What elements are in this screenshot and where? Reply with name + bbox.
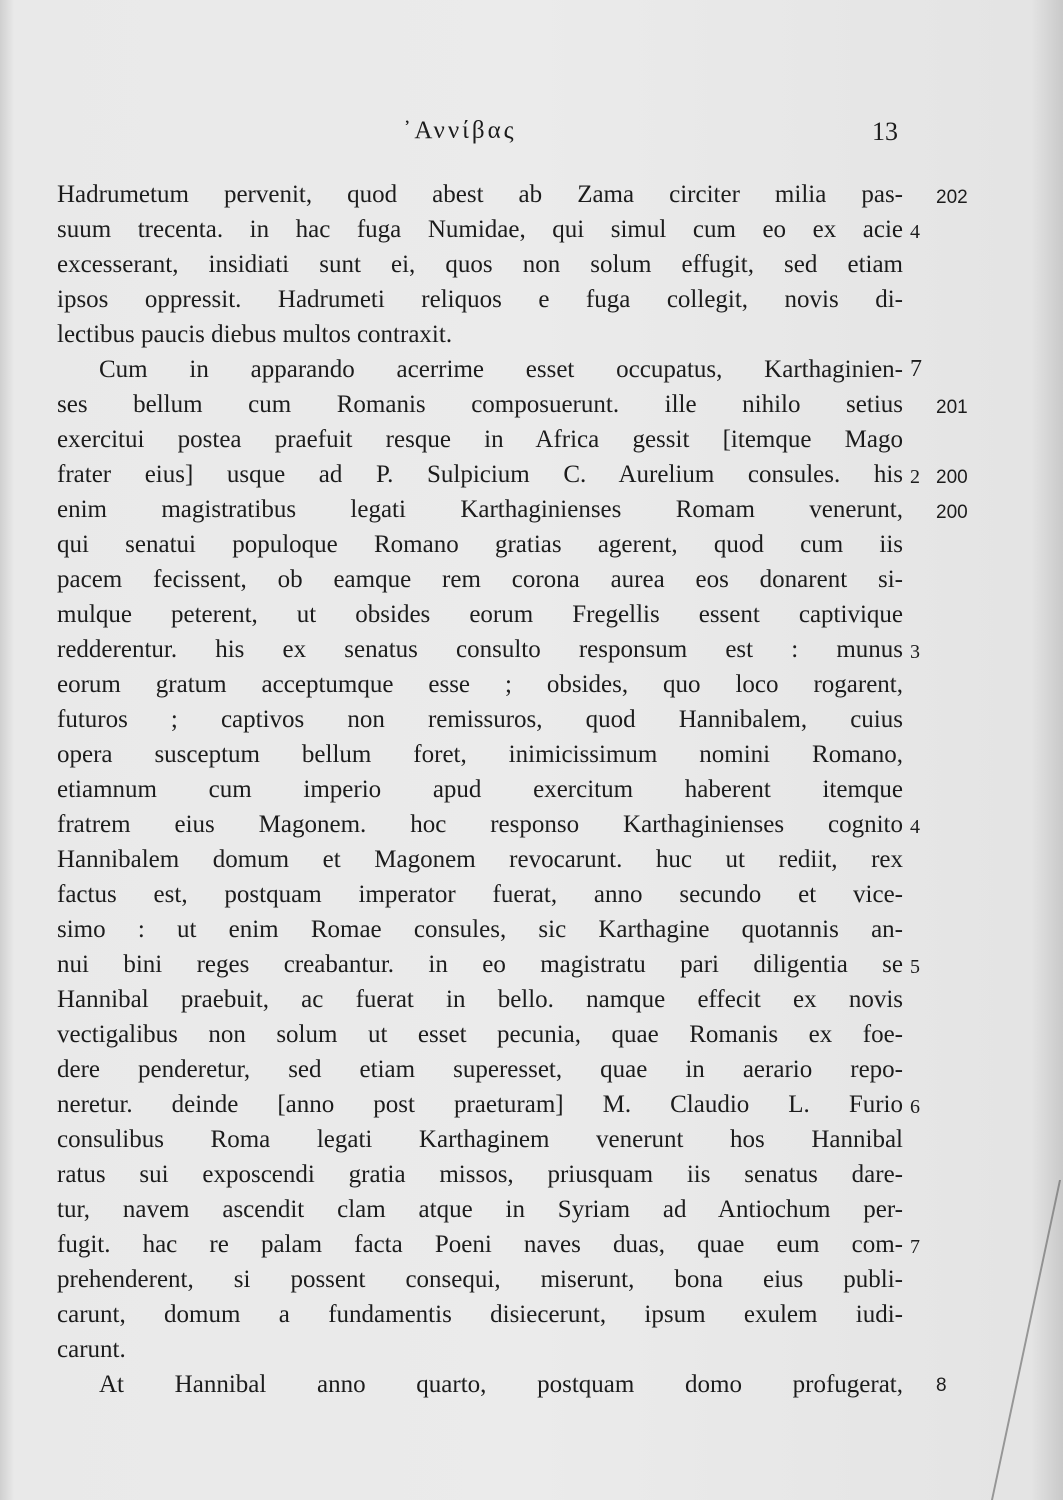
margin-note bbox=[910, 842, 980, 877]
margin-note bbox=[910, 877, 980, 912]
margin-note bbox=[910, 667, 980, 702]
text-line: Hannibalem domum et Magonem revocarunt. huc ut rediit, rex bbox=[57, 846, 903, 873]
text-line: ratus sui exposcendi gratia missos, priusquam iis senatus dare- bbox=[57, 1161, 903, 1188]
margin-note bbox=[910, 422, 980, 457]
margin-note bbox=[910, 1262, 980, 1297]
year-note: 201 bbox=[936, 397, 968, 418]
text-line: enim magistratibus legati Karthaginienses Romam venerunt, bbox=[57, 496, 903, 523]
margin-note bbox=[910, 247, 980, 282]
margin-note bbox=[910, 772, 980, 807]
margin-note bbox=[910, 492, 980, 527]
margin-note bbox=[910, 1192, 980, 1227]
text-line: vectigalibus non solum ut esset pecunia, quae Romanis ex foe- bbox=[57, 1021, 903, 1048]
running-head-title: ᾿Αννίβας bbox=[403, 117, 517, 144]
text-line: eorum gratum acceptumque esse ; obsides, quo loco rogarent, bbox=[57, 671, 903, 698]
text-line: redderentur. his ex senatus consulto responsum est : munus bbox=[57, 636, 903, 663]
text-line: factus est, postquam imperator fuerat, anno secundo et vice- bbox=[57, 881, 903, 908]
text-line: At Hannibal anno quarto, postquam domo profugerat, bbox=[99, 1371, 903, 1398]
margin-notes bbox=[910, 177, 980, 1402]
text-line: Hannibal praebuit, ac fuerat in bello. namque effecit ex novis bbox=[57, 986, 903, 1013]
margin-note bbox=[910, 457, 980, 492]
section-number: 5 bbox=[910, 956, 920, 978]
year-note: 8 bbox=[936, 1375, 947, 1396]
margin-note bbox=[910, 527, 980, 562]
margin-note bbox=[910, 702, 980, 737]
margin-note bbox=[910, 597, 980, 632]
year-note: 200 bbox=[936, 467, 968, 488]
margin-note bbox=[910, 982, 980, 1017]
section-number: 4 bbox=[910, 221, 920, 243]
text-line: neretur. deinde [anno post praeturam] M. Claudio L. Furio bbox=[57, 1091, 903, 1118]
text-line: consulibus Roma legati Karthaginem venerunt hos Hannibal bbox=[57, 1126, 903, 1153]
year-note: 202 bbox=[936, 187, 968, 208]
margin-note bbox=[910, 562, 980, 597]
text-line: frater eius] usque ad P. Sulpicium C. Aurelium consules. his bbox=[57, 461, 903, 488]
margin-note bbox=[910, 177, 980, 212]
text-line: tur, navem ascendit clam atque in Syriam ad Antiochum per- bbox=[57, 1196, 903, 1223]
text-line: ipsos oppressit. Hadrumeti reliquos e fuga collegit, novis di- bbox=[57, 286, 903, 313]
text-line: carunt. bbox=[57, 1336, 126, 1363]
text-line: lectibus paucis diebus multos contraxit. bbox=[57, 321, 453, 348]
text-line: etiamnum cum imperio apud exercitum haberent itemque bbox=[57, 776, 903, 803]
margin-note bbox=[910, 912, 980, 947]
section-number: 3 bbox=[910, 641, 920, 663]
text-line: futuros ; captivos non remissuros, quod Hannibalem, cuius bbox=[57, 706, 903, 733]
margin-note bbox=[910, 282, 980, 317]
text-line: excesserant, insidiati sunt ei, quos non solum effugit, sed etiam bbox=[57, 251, 903, 278]
section-number: 4 bbox=[910, 816, 920, 838]
text-line: Cum in apparando acerrime esset occupatus, Karthaginien- bbox=[99, 356, 903, 383]
margin-note bbox=[910, 352, 980, 387]
body-text bbox=[57, 177, 903, 1402]
margin-note bbox=[910, 632, 980, 667]
page-fold-decoration bbox=[991, 1180, 1063, 1500]
margin-note bbox=[910, 1052, 980, 1087]
margin-note bbox=[910, 807, 980, 842]
margin-note bbox=[910, 317, 980, 352]
text-line: dere penderetur, sed etiam superesset, quae in aerario repo- bbox=[57, 1056, 903, 1083]
margin-note bbox=[910, 1332, 980, 1367]
text-line: fugit. hac re palam facta Poeni naves duas, quae eum com- bbox=[57, 1231, 903, 1258]
text-line: ses bellum cum Romanis composuerunt. ille nihilo setius bbox=[57, 391, 903, 418]
text-line: prehenderent, si possent consequi, miserunt, bona eius publi- bbox=[57, 1266, 903, 1293]
section-number: 6 bbox=[910, 1096, 920, 1118]
text-line: carunt, domum a fundamentis disiecerunt, ipsum exulem iudi- bbox=[57, 1301, 903, 1328]
section-number: 2 bbox=[910, 466, 920, 488]
margin-note bbox=[910, 1297, 980, 1332]
margin-note bbox=[910, 737, 980, 772]
margin-note bbox=[910, 1157, 980, 1192]
text-line: opera susceptum bellum foret, inimicissimum nomini Romano, bbox=[57, 741, 903, 768]
text-line: mulque peterent, ut obsides eorum Fregellis essent captivique bbox=[57, 601, 903, 628]
section-number: 7 bbox=[910, 356, 922, 382]
margin-note bbox=[910, 1367, 980, 1402]
margin-note bbox=[910, 387, 980, 422]
text-line: pacem fecissent, ob eamque rem corona aurea eos donarent si- bbox=[57, 566, 903, 593]
margin-note bbox=[910, 1017, 980, 1052]
margin-note bbox=[910, 212, 980, 247]
page-number: 13 bbox=[872, 117, 898, 146]
text-line: exercitui postea praefuit resque in Africa gessit [itemque Mago bbox=[57, 426, 903, 453]
year-note: 200 bbox=[936, 502, 968, 523]
section-number: 7 bbox=[910, 1236, 920, 1258]
text-line: qui senatui populoque Romano gratias agerent, quod cum iis bbox=[57, 531, 903, 558]
margin-note bbox=[910, 1087, 980, 1122]
margin-note bbox=[910, 1122, 980, 1157]
text-line: nui bini reges creabantur. in eo magistratu pari diligentia se bbox=[57, 951, 903, 978]
text-line: Hadrumetum pervenit, quod abest ab Zama circiter milia pas- bbox=[57, 181, 903, 208]
text-line: suum trecenta. in hac fuga Numidae, qui simul cum eo ex acie bbox=[57, 216, 903, 243]
text-line: simo : ut enim Romae consules, sic Karthagine quotannis an- bbox=[57, 916, 903, 943]
margin-note bbox=[910, 1227, 980, 1262]
text-line: fratrem eius Magonem. hoc responso Karthaginienses cognito bbox=[57, 811, 903, 838]
margin-note bbox=[910, 947, 980, 982]
